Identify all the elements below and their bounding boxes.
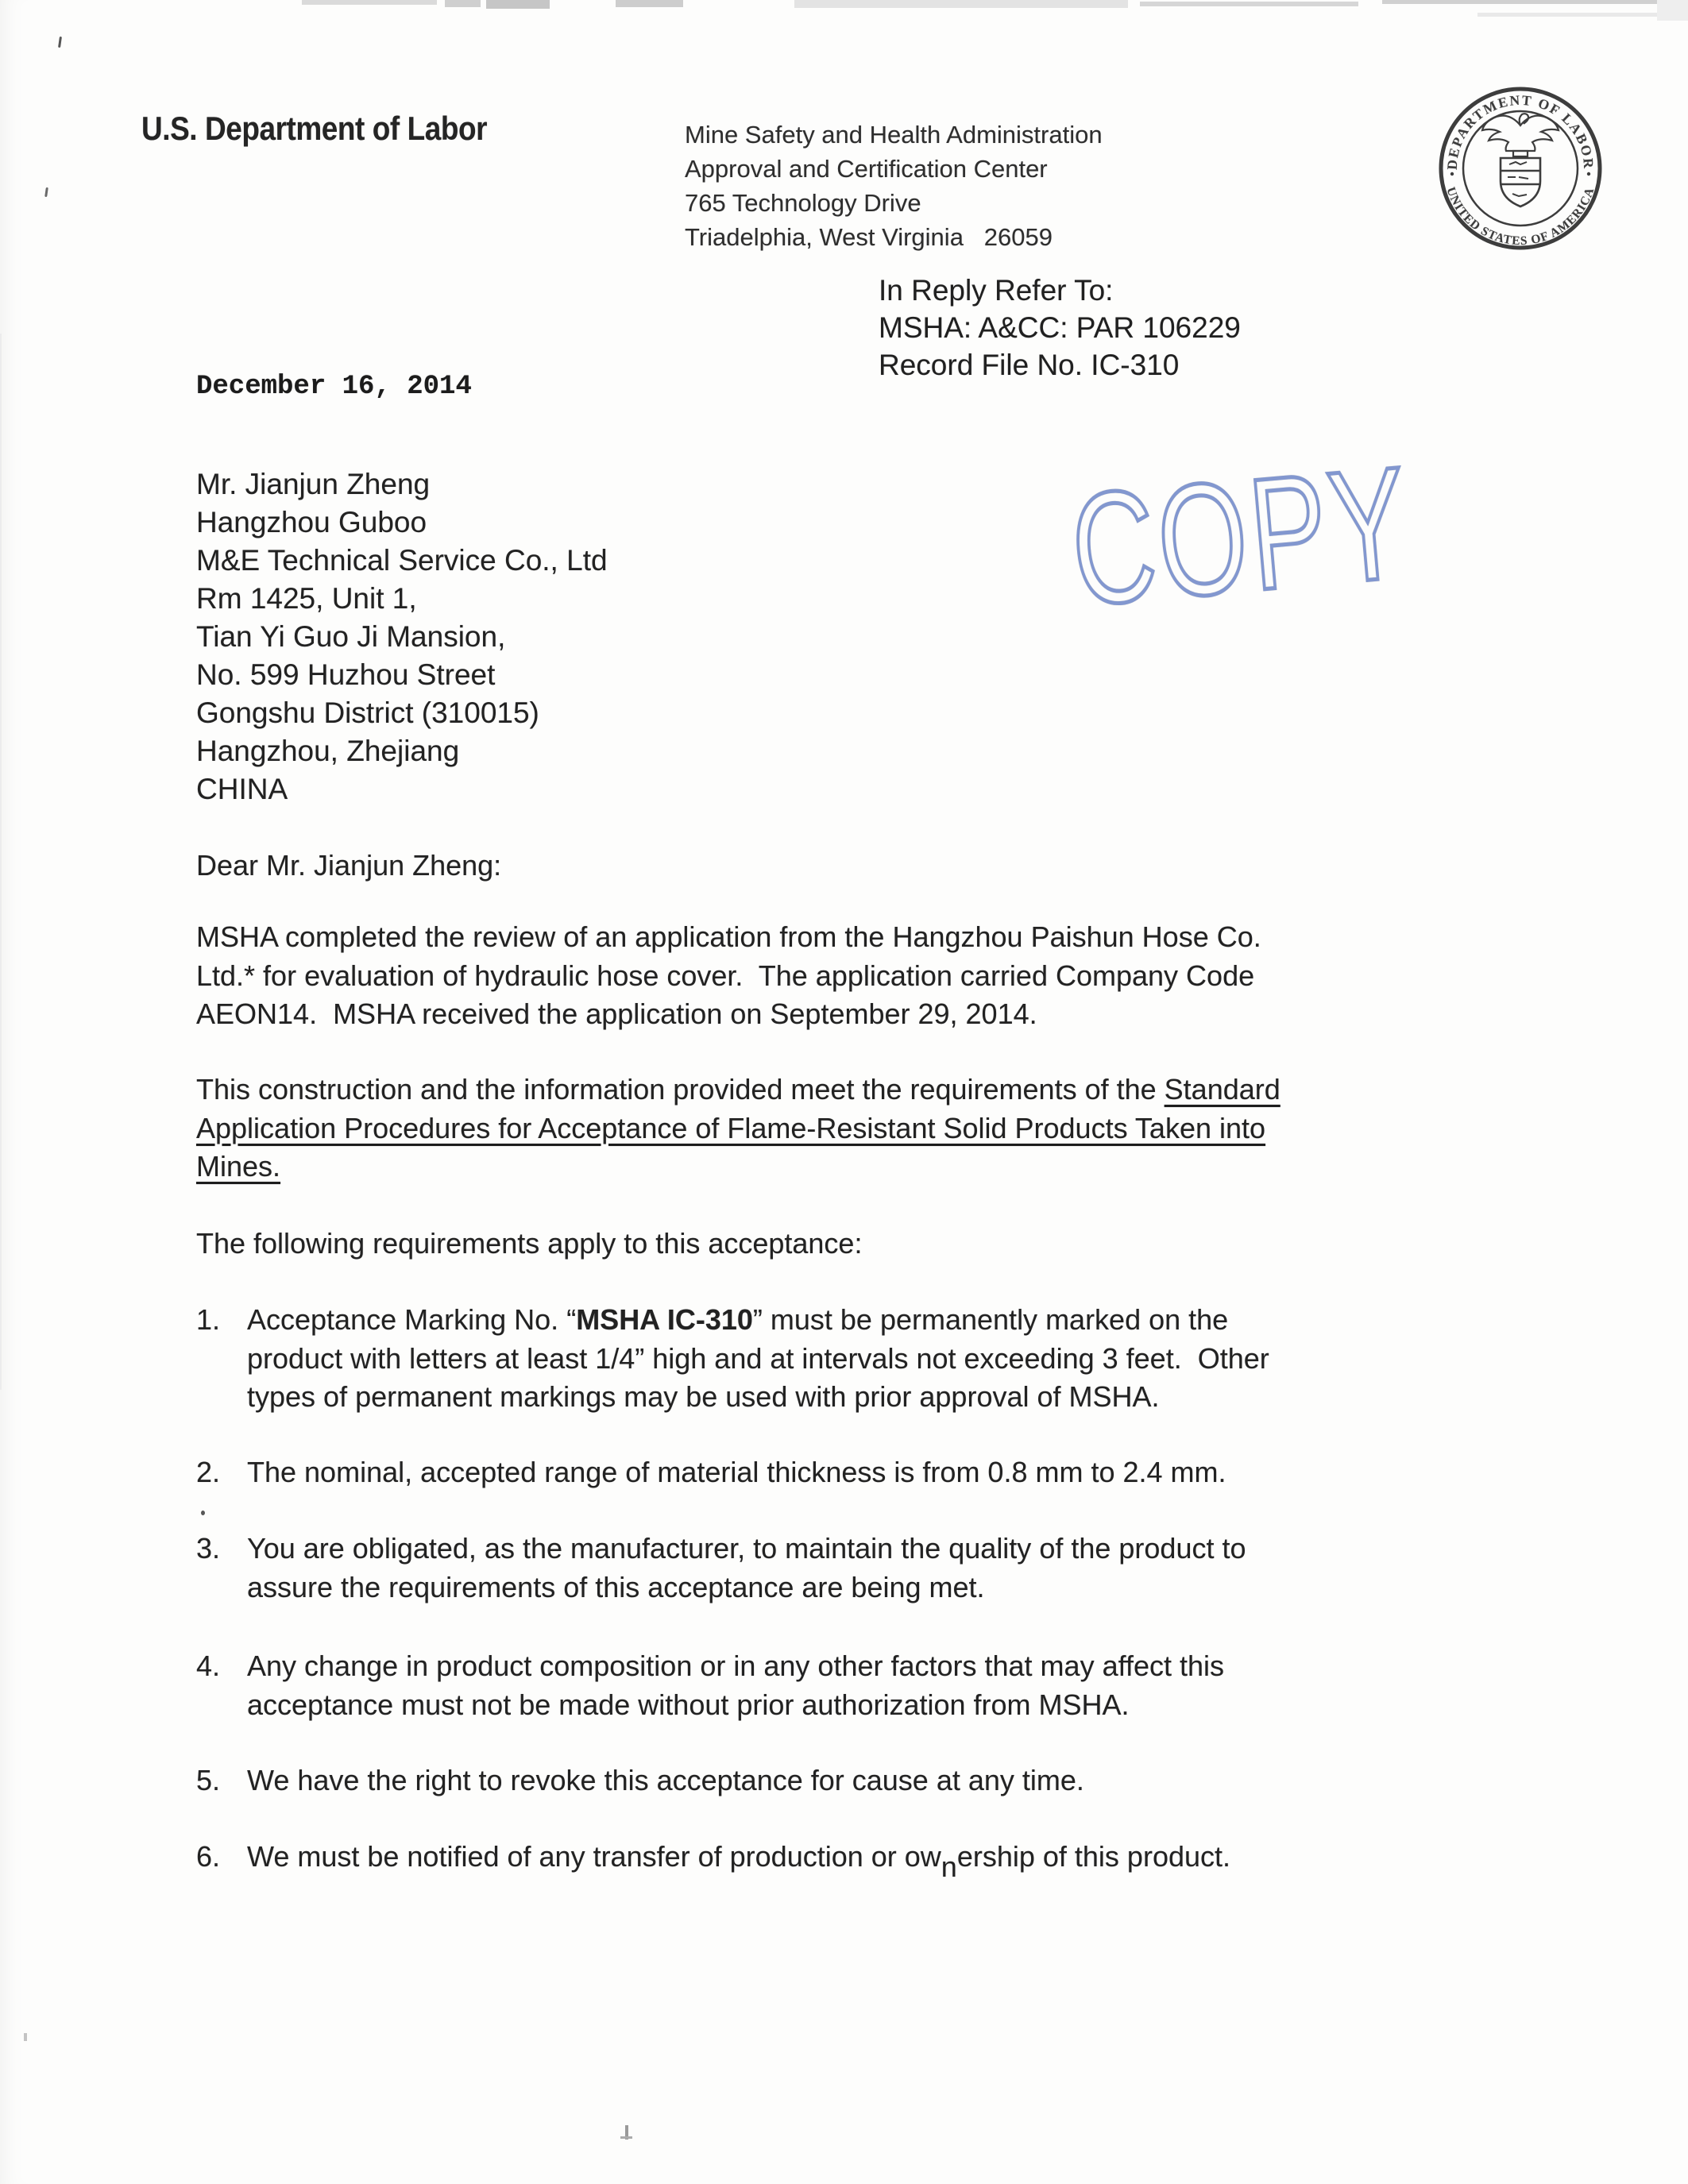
scan-artifact [58, 37, 62, 48]
seal-right-dot [1587, 172, 1590, 176]
requirement-line: We must be notified of any transfer of production or ownership of this product. [247, 1838, 1230, 1877]
scan-artifact [616, 0, 683, 7]
acceptance-marking-number: MSHA IC-310 [576, 1303, 753, 1336]
requirement-line: We have the right to revoke this acceptance for cause at any time. [247, 1764, 1084, 1796]
underlined-procedure-title: Mines. [196, 1150, 281, 1183]
body-line: MSHA completed the review of an application from the Hangzhou Paishun Hose Co. [196, 920, 1261, 953]
body-line: Ltd.* for evaluation of hydraulic hose cover. The application carried Company Code [196, 959, 1255, 992]
requirement-number: 1. [196, 1303, 221, 1336]
requirement-item-5 [196, 1761, 1084, 1800]
dol-seal [1436, 84, 1605, 253]
scan-artifact [201, 1511, 205, 1515]
body-line [196, 1148, 1280, 1187]
office-line: Triadelphia, West Virginia 26059 [685, 223, 1053, 251]
recipient-line: Gongshu District (310015) [196, 696, 539, 729]
office-line: Mine Safety and Health Administration [685, 121, 1103, 149]
paragraph-application-review [196, 918, 1261, 1034]
seal-inner-ring [1463, 111, 1578, 226]
requirement-line: Any change in product composition or in any other factors that may affect this [247, 1650, 1224, 1682]
requirement-line: You are obligated, as the manufacturer, to maintain the quality of the product to [247, 1532, 1246, 1565]
office-line: 765 Technology Drive [685, 189, 921, 217]
requirement-item-2 [196, 1453, 1226, 1492]
salutation: Dear Mr. Jianjun Zheng: [196, 849, 502, 882]
scan-artifact [486, 0, 550, 9]
body-line: This construction and the information provided meet the requirements of the Standard [196, 1073, 1280, 1106]
agency-title: U.S. Department of Labor [141, 110, 488, 147]
recipient-line: Tian Yi Guo Ji Mansion, [196, 620, 506, 653]
office-address-block [685, 118, 1103, 254]
underlined-procedure-title: Standard [1164, 1073, 1280, 1106]
scan-artifact [0, 334, 2, 1390]
body-line: AEON14. MSHA received the application on September 29, 2014. [196, 997, 1037, 1030]
requirement-line: acceptance must not be made without prior authorization from MSHA. [247, 1688, 1130, 1721]
scan-artifact [44, 187, 48, 197]
requirement-number: 3. [196, 1532, 221, 1565]
recipient-line: CHINA [196, 773, 288, 805]
seal-bottom-text: UNITED STATES OF AMERICA [1443, 185, 1597, 249]
paragraph-requirements-leadin: The following requirements apply to this acceptance: [196, 1227, 863, 1260]
requirement-item-1 [196, 1301, 1269, 1417]
svg-text:UNITED STATES OF AMERICA [1444, 185, 1597, 248]
requirement-number: 4. [196, 1650, 221, 1682]
underlined-procedure-title: Application Procedures for Acceptance of Flame-Resistant Solid Products Taken into [196, 1111, 1266, 1144]
scan-artifact [302, 0, 437, 5]
requirement-item-3 [196, 1530, 1246, 1607]
requirement-item-4 [196, 1647, 1224, 1724]
scan-artifact [24, 2033, 27, 2041]
reference-block [879, 272, 1241, 384]
copy-stamp-text: COPY [1064, 432, 1417, 639]
requirement-line: assure the requirements of this acceptance are being met. [247, 1570, 985, 1603]
copy-stamp [1034, 423, 1447, 645]
seal-left-dot [1450, 172, 1454, 176]
requirement-number: 5. [196, 1764, 221, 1796]
letter-date: December 16, 2014 [196, 372, 472, 402]
requirement-number: 6. [196, 1840, 221, 1873]
requirement-line: types of permanent markings may be used with prior approval of MSHA. [247, 1380, 1160, 1413]
scan-artifact [1657, 0, 1688, 21]
seal-top-text: DEPARTMENT OF LABOR [1443, 91, 1597, 171]
recipient-line: M&E Technical Service Co., Ltd [196, 544, 608, 577]
recipient-address-block [196, 465, 608, 808]
recipient-line: Hangzhou, Zhejiang [196, 735, 460, 767]
recipient-line: Rm 1425, Unit 1, [196, 582, 417, 615]
body-line [196, 1109, 1280, 1148]
scan-artifact [1140, 2, 1358, 6]
scan-artifact [620, 2136, 632, 2139]
requirement-item-6 [196, 1838, 1231, 1883]
paragraph-requirements-met [196, 1071, 1280, 1187]
seal-eagle-icon [1482, 114, 1559, 156]
misprinted-letter: n [941, 1850, 957, 1883]
reference-label: In Reply Refer To: [879, 274, 1114, 307]
requirement-line: product with letters at least 1/4” high and at intervals not exceeding 3 feet. Other [247, 1341, 1269, 1375]
recipient-line: Mr. Jianjun Zheng [196, 468, 431, 500]
scan-artifact [445, 0, 481, 7]
office-line: Approval and Certification Center [685, 155, 1048, 183]
scan-artifact [794, 0, 1128, 8]
recipient-line: No. 599 Huzhou Street [196, 658, 496, 691]
seal-shield-icon [1501, 158, 1540, 206]
recipient-line: Hangzhou Guboo [196, 506, 427, 538]
scan-artifact [1382, 0, 1688, 4]
requirement-line: Acceptance Marking No. “MSHA IC-310” must be permanently marked on the [247, 1303, 1229, 1336]
reference-case-number: MSHA: A&CC: PAR 106229 [879, 311, 1241, 344]
requirement-line: The nominal, accepted range of material thickness is from 0.8 mm to 2.4 mm. [247, 1456, 1226, 1488]
reference-record-file: Record File No. IC-310 [879, 349, 1180, 381]
requirement-number: 2. [196, 1456, 221, 1488]
